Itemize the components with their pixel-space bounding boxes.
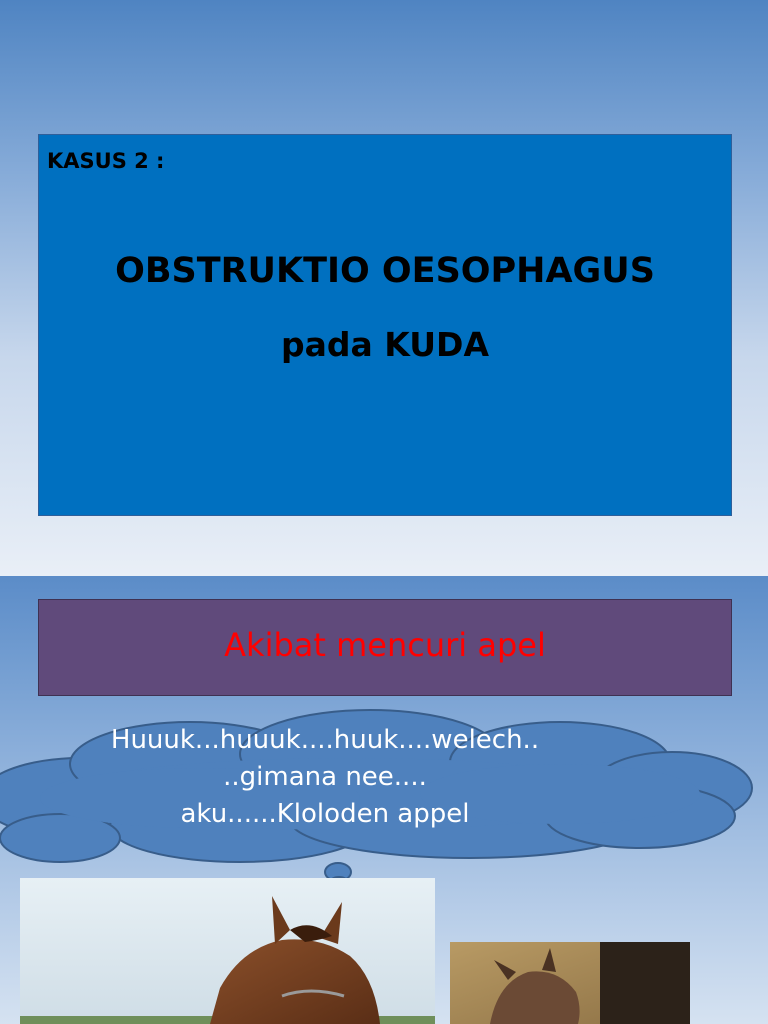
- foal-photo: [450, 942, 690, 1024]
- slide-2: [0, 576, 768, 1024]
- title-box: [38, 134, 732, 516]
- slide-heading: Akibat mencuri apel: [224, 626, 546, 664]
- thought-line: aku......Kloloden appel: [180, 799, 470, 829]
- case-label: KASUS 2 :: [47, 149, 165, 173]
- thought-line: Huuuk...huuuk....huuk....welech..: [110, 725, 540, 755]
- horse-head-photo: [20, 878, 435, 1024]
- thought-text: [30, 722, 620, 833]
- thought-line: ..gimana nee....: [223, 762, 427, 792]
- slide-title: OBSTRUKTIO OESOPHAGUS: [115, 251, 655, 291]
- slide-subtitle: pada KUDA: [281, 325, 489, 364]
